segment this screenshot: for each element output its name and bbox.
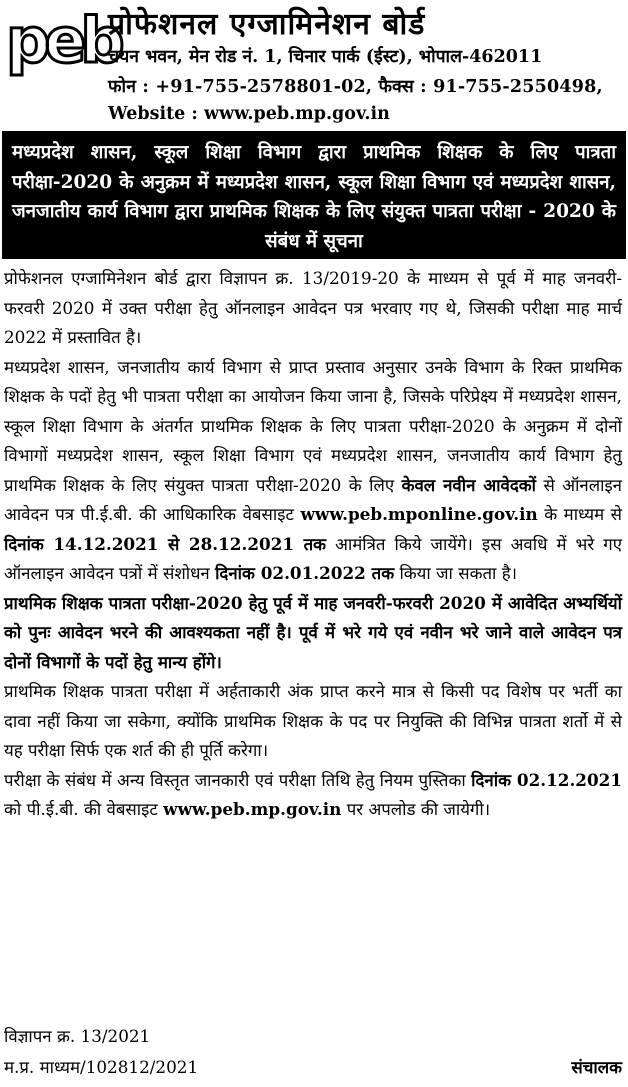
peb-website-link[interactable]: www.peb.mp.gov.in <box>163 799 342 819</box>
document-footer <box>4 1055 622 1078</box>
text-segment: पर अपलोड की जायेगी। <box>341 799 491 819</box>
text-segment: परीक्षा के संबंध में अन्य विस्तृत जानकारी एवं परीक्षा तिथि हेतु नियम पुस्तिका <box>4 769 472 790</box>
signatory-title: संचालक <box>571 1057 622 1077</box>
peb-logo <box>6 4 119 77</box>
new-applicants-emphasis: केवल नवीन आवेदकों <box>401 474 536 495</box>
text-segment: आमंत्रित किये जायेंगे। इस अवधि में भरे गए ऑनलाइन आवेदन पत्रों में संशोधन <box>4 533 623 583</box>
paragraph-rulebook-info <box>4 766 622 825</box>
logo-lettering: peb <box>6 4 119 77</box>
application-website-link[interactable]: www.peb.mponline.gov.in <box>300 504 538 524</box>
organization-name: प्रोफेशनल एग्जामिनेशन बोर्ड <box>108 7 426 42</box>
notice-title: मध्यप्रदेश शासन, स्कूल शिक्षा विभाग द्वारा प्राथमिक शिक्षक के लिए पात्रता परीक्षा-2020 के अनुक्रम में मध्यप्रदेश शासन, स्कूल शिक्षा विभाग एवं मध्यप्रदेश शासन, जनजातीय कार्य विभाग द्वारा प्राथमिक शिक्षक के लिए संयुक्त पात्रता परीक्षा - 2020 के संबंध में सूचना <box>12 142 616 252</box>
organization-address: चयन भवन, मेन रोड नं. 1, चिनार पार्क (ईस्ट), भोपाल-462011 <box>108 47 543 67</box>
contact-phone-fax: फोन : +91-755-2578801-02, फैक्स : 91-755-2550498, <box>108 77 603 97</box>
text-segment: से ऑनलाइन आवेदन पत्र पी.ई.बी. की आधिकारिक वेबसाइट <box>4 474 622 524</box>
text-segment: को पी.ई.बी. की वेबसाइट <box>4 799 164 819</box>
notice-body <box>4 264 622 825</box>
document-header <box>0 0 628 128</box>
application-dates: दिनांक 14.12.2021 से 28.12.2021 तक <box>4 533 327 554</box>
paragraph-previous-applicants: प्राथमिक शिक्षक पात्रता परीक्षा-2020 हेतु पूर्व में माह जनवरी-फरवरी 2020 में आवेदित अभ्यर्थियों को पुनः आवेदन भरने की आवश्यकता नहीं है। पूर्व में भरे गये एवं नवीन भरे जाने वाले आवेदन पत्र दोनों विभागों के पदों हेतु मान्य होंगे। <box>4 592 622 672</box>
text-segment: मध्यप्रदेश शासन, जनजातीय कार्य विभाग से प्राप्त प्रस्ताव अनुसार उनके विभाग के रिक्त प्राथमिक शिक्षक के पदों हेतु भी पात्रता परीक्षा का आयोजन किया जाना है, जिसके परिप्रेक्ष्य में मध्यप्रदेश शासन, स्कूल शिक्षा विभाग के अंतर्गत प्राथमिक शिक्षक के लिए पात्रता परीक्षा-2020 के अनुक्रम में दोनों विभागों मध्यप्रदेश शासन, स्कूल शिक्षा विभाग एवं मध्यप्रदेश शासन, जनजातीय कार्य विभाग हेतु प्राथमिक शिक्षक के लिए संयुक्त पात्रता परीक्षा-2020 के लिए <box>4 356 622 495</box>
paragraph-background: प्रोफेशनल एग्जामिनेशन बोर्ड द्वारा विज्ञापन क्र. 13/2019-20 के माध्यम से पूर्व में माह जनवरी-फरवरी 2020 में उक्त परीक्षा हेतु ऑनलाइन आवेदन पत्र भरवाए गए थे, जिसकी परीक्षा माह मार्च 2022 में प्रस्तावित है। <box>4 268 622 347</box>
text-segment: के माध्यम से <box>537 504 622 524</box>
rulebook-date: दिनांक 02.12.2021 <box>471 769 622 790</box>
release-number: म.प्र. माध्यम/102812/2021 <box>4 1057 199 1077</box>
text-segment: किया जा सकता है। <box>394 563 517 583</box>
organization-website[interactable]: Website : www.peb.mp.gov.in <box>108 104 390 124</box>
paragraph-eligibility-disclaimer: प्राथमिक शिक्षक पात्रता परीक्षा में अर्हताकारी अंक प्राप्त करने मात्र से किसी पद विशेष पर भर्ती का दावा नहीं किया जा सकेगा, क्योंकि प्राथमिक शिक्षक के पद पर नियुक्ति की विभिन्न पात्रता शर्तो में से यह परीक्षा सिर्फ एक शर्त की ही पूर्ति करेगा। <box>4 681 622 760</box>
notice-title-banner <box>2 131 626 259</box>
advertisement-number: विज्ञापन क्र. 13/2021 <box>4 1026 151 1046</box>
paragraph-application-details <box>4 353 622 589</box>
correction-deadline: दिनांक 02.01.2022 तक <box>215 563 395 583</box>
